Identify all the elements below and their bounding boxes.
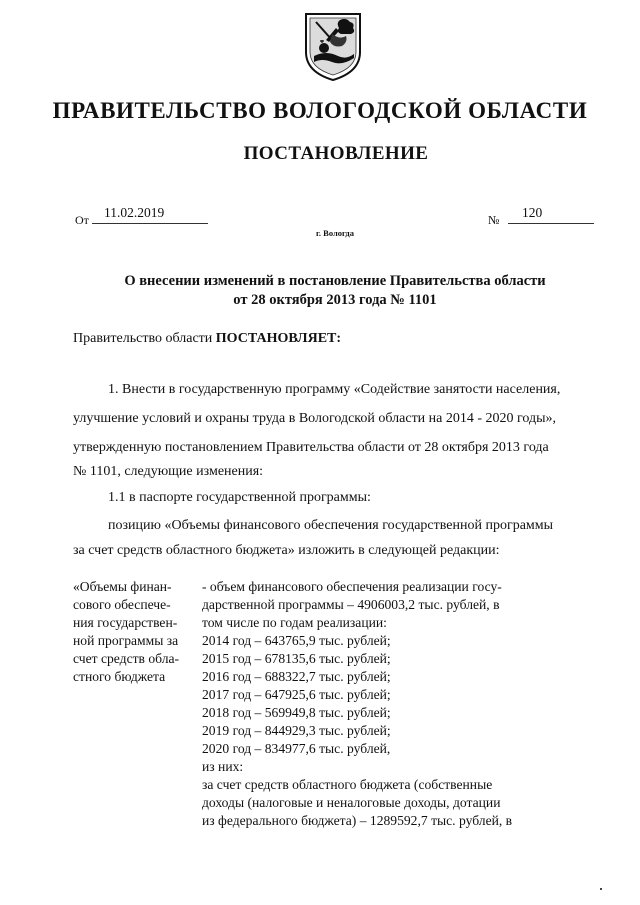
table-label-line: стного бюджета [73,669,166,684]
table-value-line: том числе по годам реализации: [202,615,387,630]
document-type-title: ПОСТАНОВЛЕНИЕ [243,143,429,164]
table-value-line: 2017 год – 647925,6 тыс. рублей; [202,687,391,702]
table-value-line: - объем финансового обеспечения реализации госу- [202,579,502,594]
table-value-line: 2016 год – 688322,7 тыс. рублей; [202,669,391,684]
decree-number: 120 [508,205,594,224]
table-value-line: 2015 год – 678135,6 тыс. рублей; [202,651,391,666]
subject-line-1: О внесении изменений в постановление Правительства области [124,273,546,289]
decree-subject [0,272,640,310]
subject-line-2: от 28 октября 2013 года № 1101 [233,292,437,308]
table-label-line: ния государствен- [73,615,178,630]
city-name: г. Вологда [316,228,354,238]
date-label: От [75,213,89,227]
paragraph-1-line-1: 1. Внести в государственную программу «Содействие занятости населения, [108,382,561,397]
intro-paragraph [73,331,341,347]
paragraph-1-line-3: утвержденную постановлением Правительства области от 28 октября 2013 года [73,440,549,455]
table-label-line: «Объемы финан- [73,579,172,594]
funding-table-value-column [202,578,562,830]
table-value-line: 2014 год – 643765,9 тыс. рублей; [202,633,391,648]
coat-of-arms-emblem [302,10,364,82]
paragraph-3-line-2: за счет средств областного бюджета» изложить в следующей редакции: [73,543,500,558]
scan-speck [600,888,602,890]
number-label: № [488,213,500,227]
table-value-line: из федерального бюджета) – 1289592,7 тыс. рублей, в [202,813,513,828]
paragraph-2: 1.1 в паспорте государственной программы: [108,490,371,505]
paragraph-3-line-1: позицию «Объемы финансового обеспечения государственной программы [108,518,554,533]
table-value-line: доходы (налоговые и неналоговые доходы, дотации [202,795,501,810]
table-label-line: сового обеспече- [73,597,171,612]
funding-table-label-column [73,578,198,686]
table-value-line: из них: [202,759,244,774]
table-value-line: 2019 год – 844929,3 тыс. рублей; [202,723,391,738]
decree-date: 11.02.2019 [92,205,208,224]
table-value-line: за счет средств областного бюджета (собственные [202,777,493,792]
paragraph-1-line-4: № 1101, следующие изменения: [73,464,264,479]
intro-resolves: ПОСТАНОВЛЯЕТ: [215,331,342,346]
table-label-line: счет средств обла- [73,651,180,666]
intro-text: Правительство области [73,331,216,346]
table-value-line: 2020 год – 834977,6 тыс. рублей, [202,741,391,756]
paragraph-1-line-2: улучшение условий и охраны труда в Вологодской области на 2014 - 2020 годы», [73,411,557,426]
government-title: ПРАВИТЕЛЬСТВО ВОЛОГОДСКОЙ ОБЛАСТИ [52,98,588,123]
table-label-line: ной программы за [73,633,179,648]
table-value-line: 2018 год – 569949,8 тыс. рублей; [202,705,391,720]
table-value-line: дарственной программы – 4906003,2 тыс. рублей, в [202,597,500,612]
